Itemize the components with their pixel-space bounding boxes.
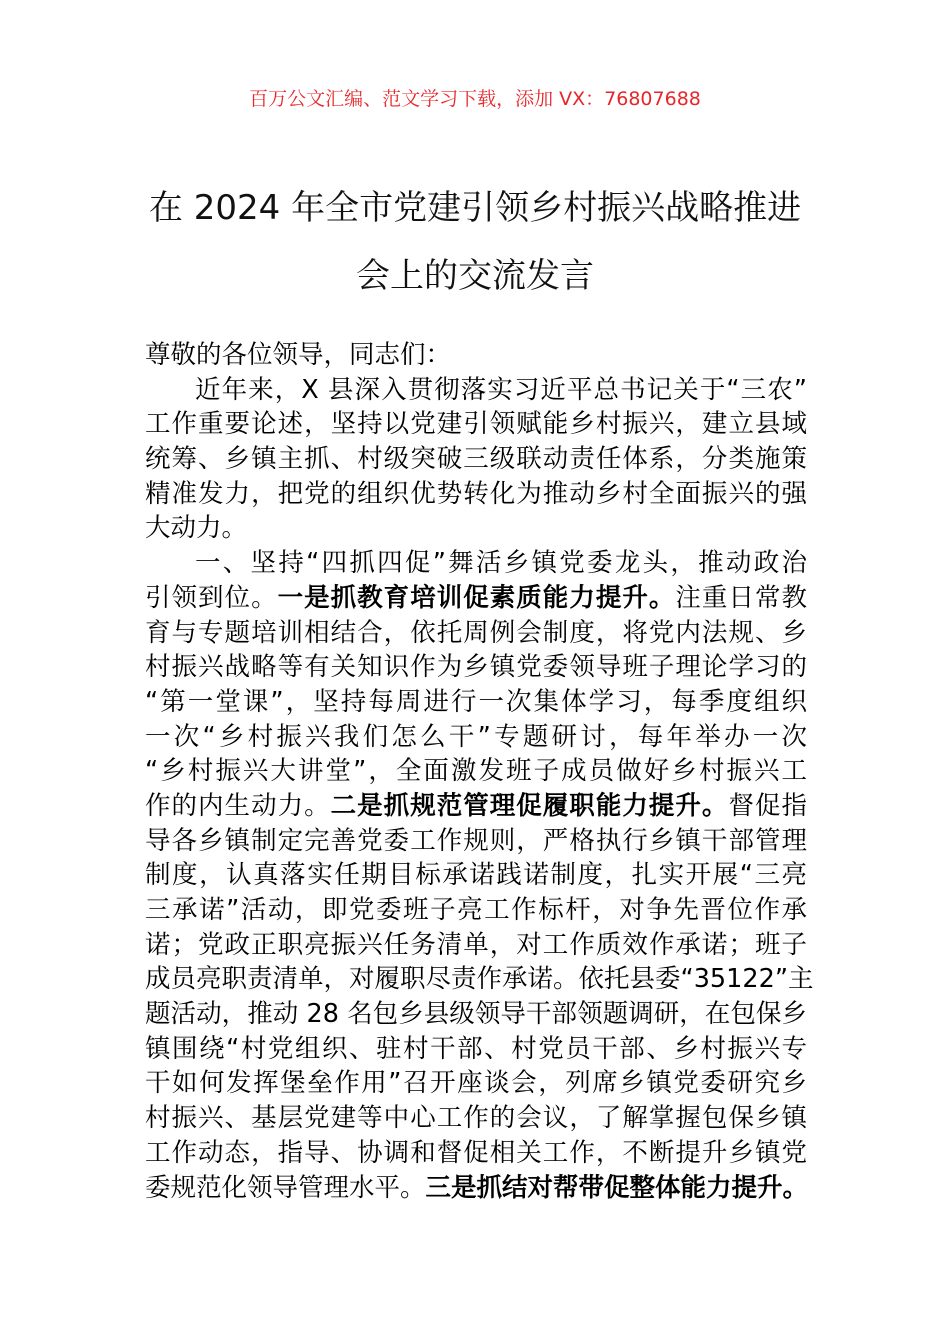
text-line (145, 754, 807, 789)
watermark-banner: 百万公文汇编、范文学习下载，添加 VX：76807688 (249, 88, 701, 110)
text-line (145, 581, 807, 616)
body-text: 引领到位。 (145, 582, 278, 613)
text-line (145, 1136, 807, 1171)
text-line (145, 650, 807, 685)
body-text: 统筹、乡镇主抓、村级突破三级联动责任体系，分类施策 (145, 444, 807, 475)
bold-heading-text: 二是抓规范管理促履职能力提升。 (330, 790, 729, 821)
document-body (145, 338, 814, 1205)
body-text: 一次“乡村振兴我们怎么干”专题研讨，每年举办一次 (145, 721, 807, 752)
body-text: “第一堂课”，坚持每周进行一次集体学习，每季度组织 (145, 686, 807, 717)
body-text: 镇围绕“村党组织、驻村干部、村党员干部、乡村振兴专 (145, 1033, 807, 1064)
body-text: 成员亮职责清单，对履职尽责作承诺。依托县委“35122”主 (145, 964, 814, 995)
text-line (145, 824, 807, 859)
bold-heading-text: 三是抓结对帮带促整体能力提升。 (425, 1172, 809, 1203)
text-line (145, 893, 807, 928)
body-text: 干如何发挥堡垒作用”召开座谈会，列席乡镇党委研究乡 (145, 1068, 807, 1099)
body-text: 大动力。 (145, 513, 248, 544)
text-line (145, 685, 807, 720)
body-text: 制度，认真落实任期目标承诺践诺制度，扎实开展“三亮 (145, 860, 807, 891)
text-line (145, 1171, 807, 1206)
text-line (145, 442, 807, 477)
body-text: 精准发力，把党的组织优势转化为推动乡村全面振兴的强 (145, 478, 807, 509)
body-text: 工作重要论述，坚持以党建引领赋能乡村振兴，建立县域 (145, 409, 807, 440)
bold-heading-text: 一是抓教育培训促素质能力提升。 (277, 582, 676, 613)
text-line (145, 928, 807, 963)
text-line (145, 720, 807, 755)
body-text: 尊敬的各位领导，同志们： (145, 340, 452, 370)
body-text: 注重日常教 (675, 582, 807, 613)
document-title-line-1: 在 2024 年全市党建引领乡村振兴战略推进 (148, 188, 802, 228)
body-text: 三承诺”活动，即党委班子亮工作标杆，对争先晋位作承 (145, 895, 807, 925)
document-title-line-2: 会上的交流发言 (356, 256, 594, 296)
body-text: 作的内生动力。 (145, 790, 331, 821)
body-text: 委规范化领导管理水平。 (145, 1172, 426, 1203)
body-text: 题活动，推动 28 名包乡县级领导干部领题调研，在包保乡 (145, 999, 807, 1030)
text-line (145, 546, 807, 581)
text-line (145, 477, 807, 512)
text-line (145, 407, 807, 442)
text-line (145, 962, 814, 997)
text-line (145, 1101, 807, 1136)
text-line (145, 997, 807, 1032)
text-line (145, 1066, 807, 1101)
body-text: 导各乡镇制定完善党委工作规则，严格执行乡镇干部管理 (145, 825, 807, 856)
body-text: 育与专题培训相结合，依托周例会制度，将党内法规、乡 (145, 617, 807, 648)
text-line (145, 789, 807, 824)
body-text: “乡村振兴大讲堂”，全面激发班子成员做好乡村振兴工 (145, 756, 807, 787)
text-line (145, 511, 807, 546)
body-text: 工作动态，指导、协调和督促相关工作，不断提升乡镇党 (145, 1137, 807, 1168)
body-text: 诺；党政正职亮振兴任务清单，对工作质效作承诺；班子 (145, 929, 807, 960)
text-line (145, 338, 807, 373)
body-text: 近年来，X 县深入贯彻落实习近平总书记关于“三农” (195, 374, 807, 405)
body-text: 督促指 (728, 790, 807, 821)
body-text: 村振兴、基层党建等中心工作的会议，了解掌握包保乡镇 (145, 1103, 807, 1134)
body-text: 村振兴战略等有关知识作为乡镇党委领导班子理论学习的 (145, 652, 807, 683)
text-line (145, 858, 807, 893)
text-line (145, 616, 807, 651)
text-line (145, 373, 807, 408)
body-text: 一、坚持“四抓四促”舞活乡镇党委龙头，推动政治 (195, 548, 807, 579)
text-line (145, 1032, 807, 1067)
